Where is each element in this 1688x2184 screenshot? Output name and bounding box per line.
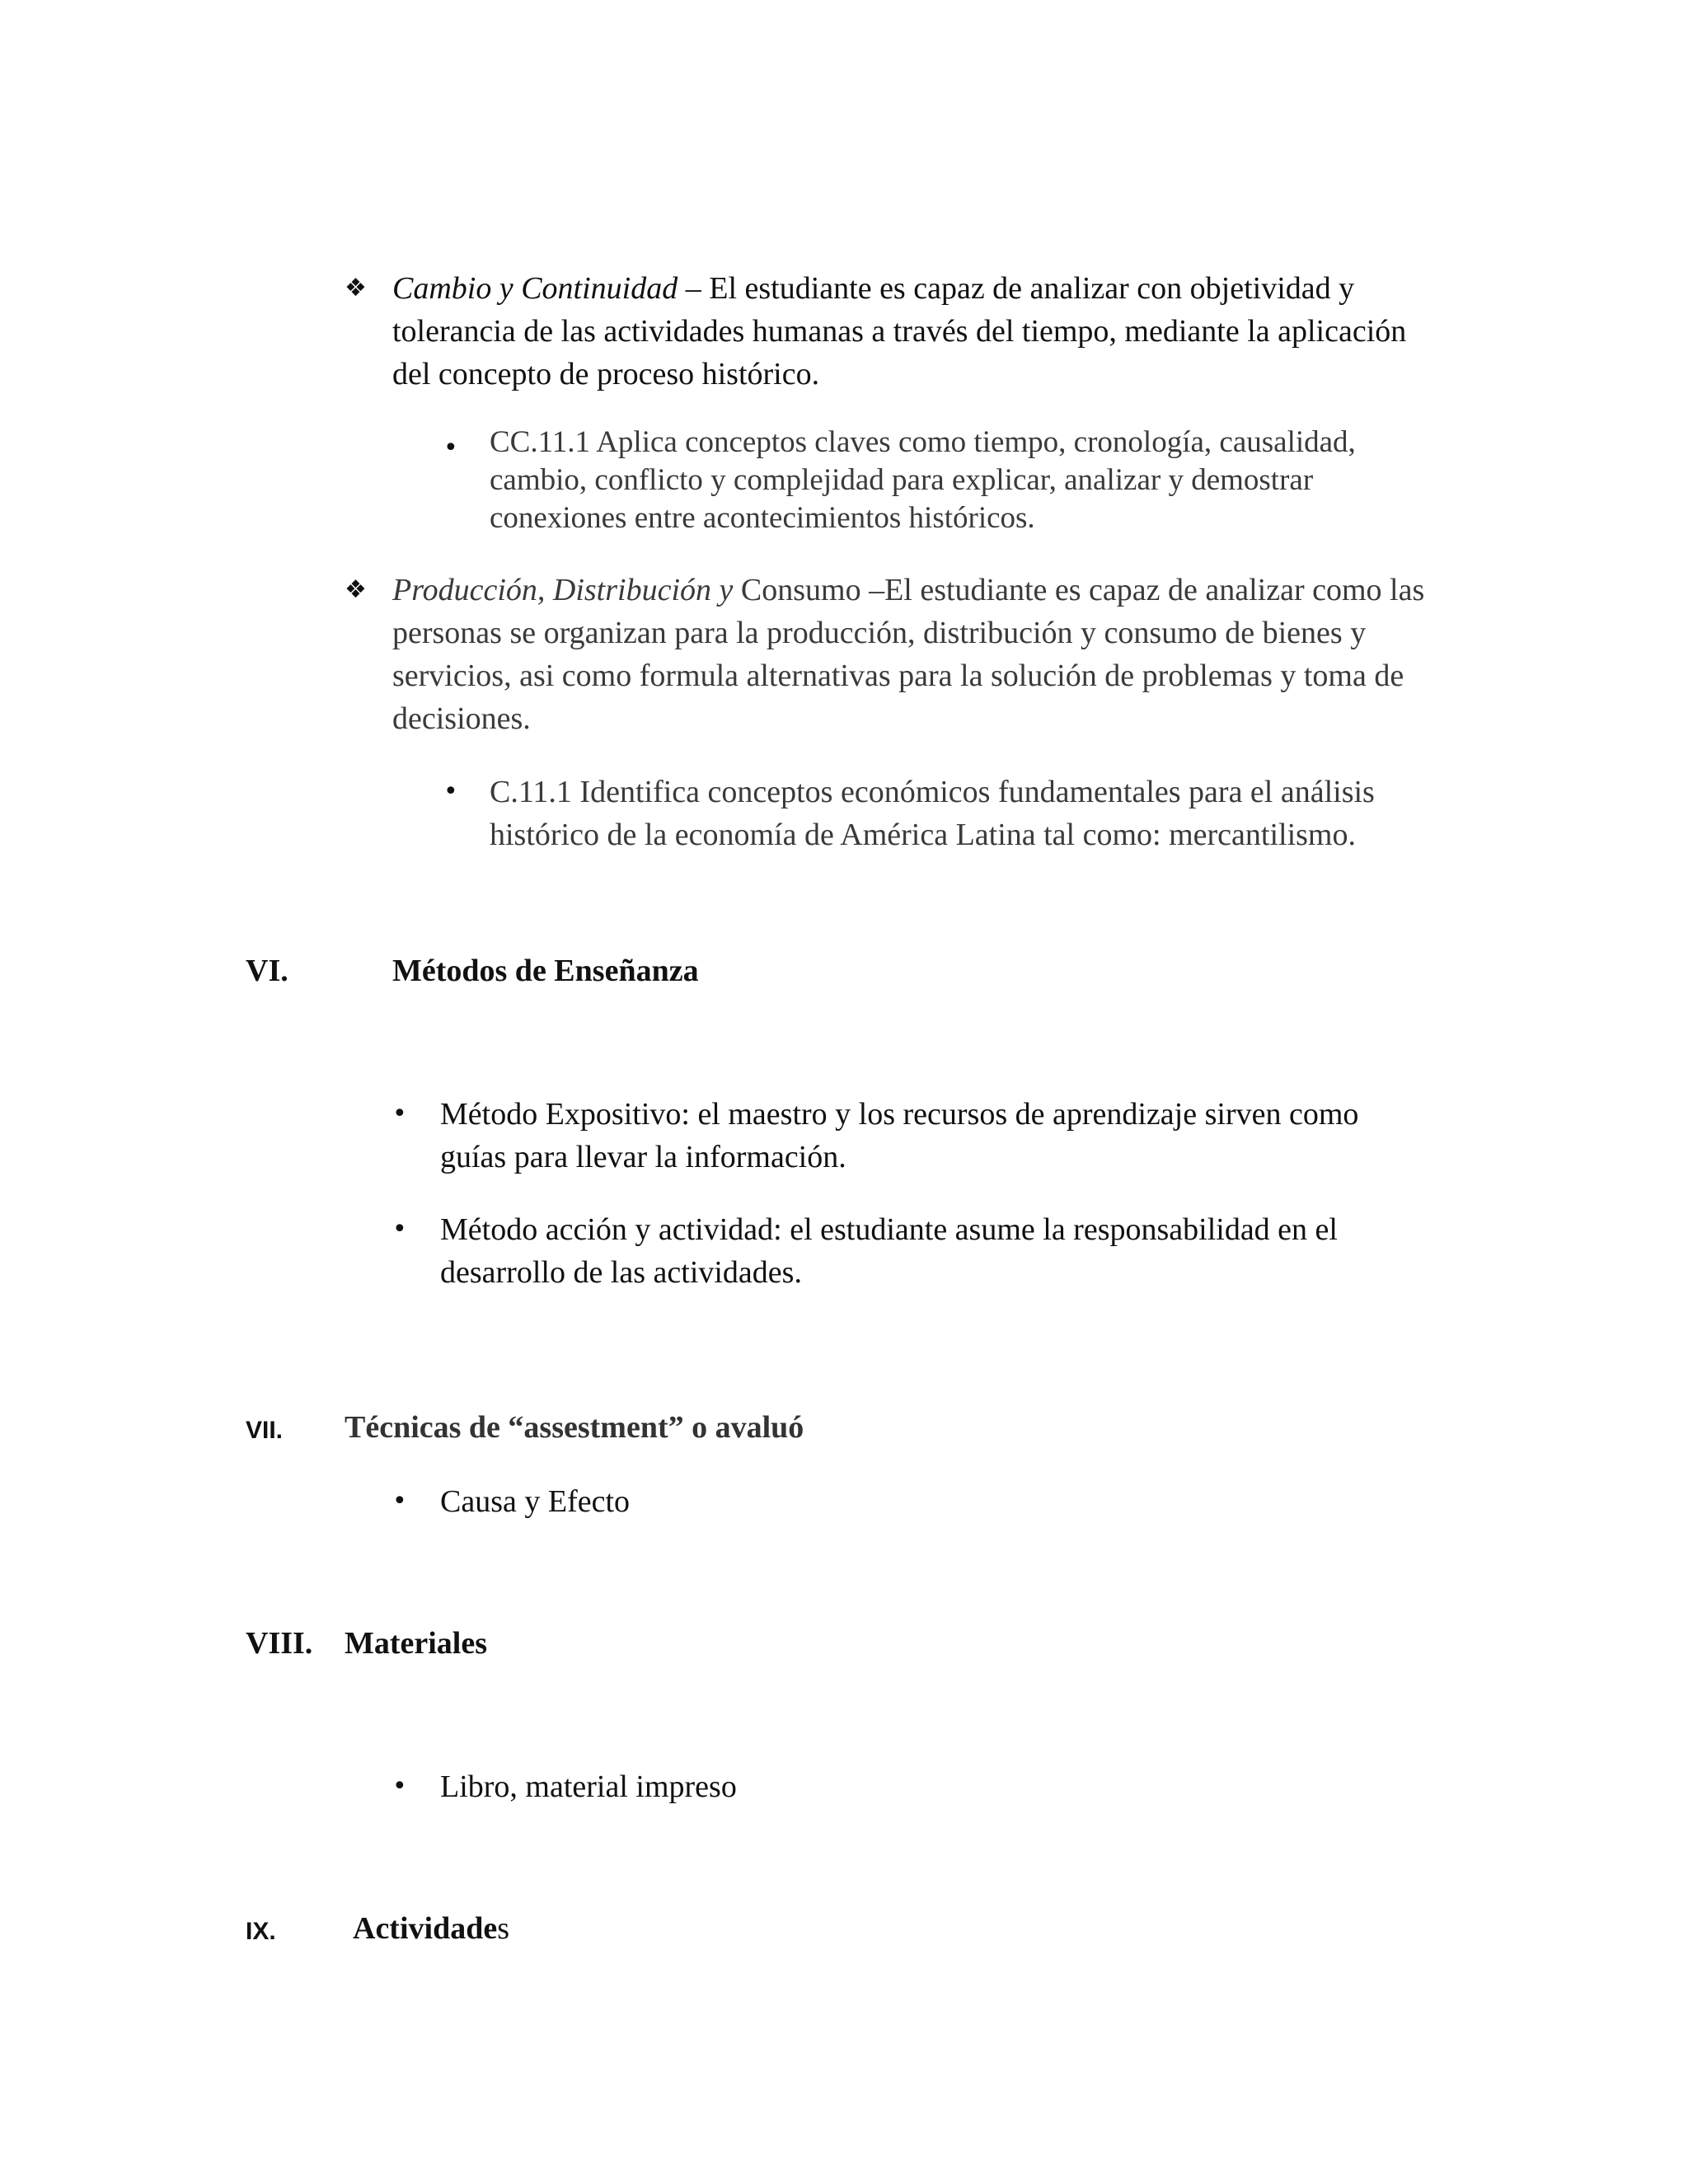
viii-item-1: Libro, material impreso [440,1769,737,1804]
bullet-dot-icon: • [392,1215,407,1244]
diamond-bullet-icon: ❖ [345,575,367,604]
bullet-dot-icon: • [443,434,458,462]
vi-item-2-line-2: desarrollo de las actividades. [440,1255,802,1290]
vi-item-1 [440,1093,1594,1179]
cambio-line-1 [392,267,1546,310]
section-vii-number: VII. [246,1417,284,1444]
vi-item-1-line-1: Método Expositivo: el maestro y los recursos de aprendizaje sirven como [440,1097,1359,1132]
section-ix-title-bold: Actividade [353,1911,498,1946]
cambio-paragraph [392,267,1546,396]
section-viii-title: Materiales [345,1626,488,1661]
produccion-sub-line-2: histórico de la economía de América Latina tal como: mercantilismo. [490,818,1356,852]
cambio-text-1: – El estudiante es capaz de analizar con objetividad y [678,271,1355,306]
cambio-title: Cambio y Continuidad [392,271,678,306]
produccion-title: Producción, Distribución y [392,573,734,607]
cambio-sub-line-3: conexiones entre acontecimientos históricos. [490,501,1035,535]
diamond-bullet-icon: ❖ [345,274,367,302]
cambio-line-2: tolerancia de las actividades humanas a través del tiempo, mediante la aplicación [392,314,1407,349]
section-ix-title [353,1907,509,1950]
produccion-line-3: servicios, asi como formula alternativas para la solución de problemas y toma de [392,658,1404,693]
produccion-text-1: Consumo –El estudiante es capaz de analizar como las [733,573,1425,607]
produccion-line-4: decisiones. [392,701,531,736]
produccion-sub-item [490,771,1561,856]
vii-item-1: Causa y Efecto [440,1484,631,1519]
cambio-sub-item [490,424,1561,537]
bullet-dot-icon: • [392,1099,407,1128]
bullet-dot-icon: • [443,777,458,806]
section-ix-title-rest: s [497,1911,510,1946]
vi-item-2-line-1: Método acción y actividad: el estudiante asume la responsabilidad en el [440,1212,1338,1247]
produccion-line-2: personas se organizan para la producción, distribución y consumo de bienes y [392,616,1367,650]
vi-item-2 [440,1208,1594,1294]
cambio-sub-line-2: cambio, conflicto y complejidad para explicar, analizar y demostrar [490,463,1314,497]
produccion-sub-line-1: C.11.1 Identifica conceptos económicos fundamentales para el análisis [490,775,1375,809]
section-vi-number: VI. [246,954,288,988]
cambio-sub-line-1: CC.11.1 Aplica conceptos claves como tiempo, cronología, causalidad, [490,425,1356,459]
produccion-paragraph [392,569,1546,740]
bullet-dot-icon: • [392,1772,407,1801]
section-viii-number: VIII. [246,1626,313,1661]
vi-item-1-line-2: guías para llevar la información. [440,1140,846,1174]
section-vi-title: Métodos de Enseñanza [392,954,699,988]
section-vii-title: Técnicas de “assestment” o avaluó [345,1410,804,1445]
cambio-line-3: del concepto de proceso histórico. [392,357,820,391]
section-ix-number: IX. [246,1918,276,1945]
bullet-dot-icon: • [392,1487,407,1516]
produccion-line-1 [392,569,1546,612]
